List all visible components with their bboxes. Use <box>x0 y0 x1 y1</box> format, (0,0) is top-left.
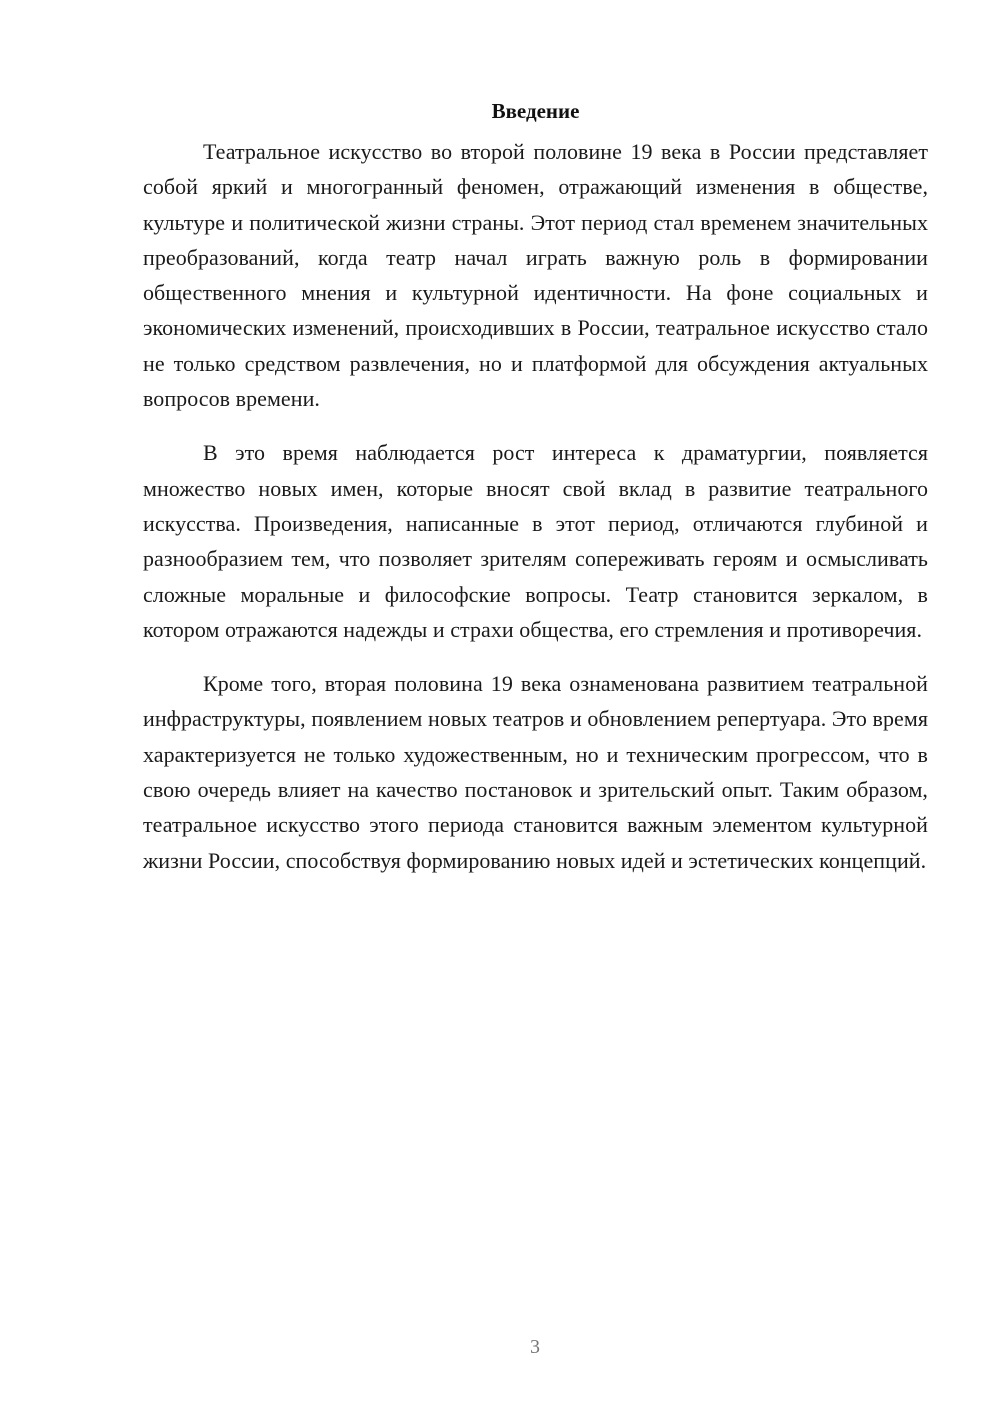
page-number: 3 <box>530 1336 540 1358</box>
paragraph-1: Театральное искусство во второй половине 19 века в России представляет собой яркий и многогранный феномен, отражающий изменения в обществе, культуре и политической жизни страны. Этот период стал временем значительных преобразований, когда театр начал играть важную роль в формировании общественного мнения и культурной идентичности. На фоне социальных и экономических изменений, происходивших в России, театральное искусство стало не только средством развлечения, но и платформой для обсуждения актуальных вопросов времени. <box>143 139 928 412</box>
paragraph-2: В это время наблюдается рост интереса к драматургии, появляется множество новых имен, которые вносят свой вклад в развитие театрального искусства. Произведения, написанные в этот период, отличаются глубиной и разнообразием тем, что позволяет зрителям сопереживать героям и осмысливать сложные моральные и философские вопросы. Театр становится зеркалом, в котором отражаются надежды и страхи общества, его стремления и противоречия. <box>143 440 928 642</box>
page-content <box>143 96 928 878</box>
paragraph-3: Кроме того, вторая половина 19 века ознаменована развитием театральной инфраструктуры, появлением новых театров и обновлением репертуара. Это время характеризуется не только художественным, но и техническим прогрессом, что в свою очередь влияет на качество постановок и зрительский опыт. Таким образом, театральное искусство этого периода становится важным элементом культурной жизни России, способствуя формированию новых идей и эстетических концепций. <box>143 671 928 873</box>
section-heading: Введение <box>491 99 580 123</box>
